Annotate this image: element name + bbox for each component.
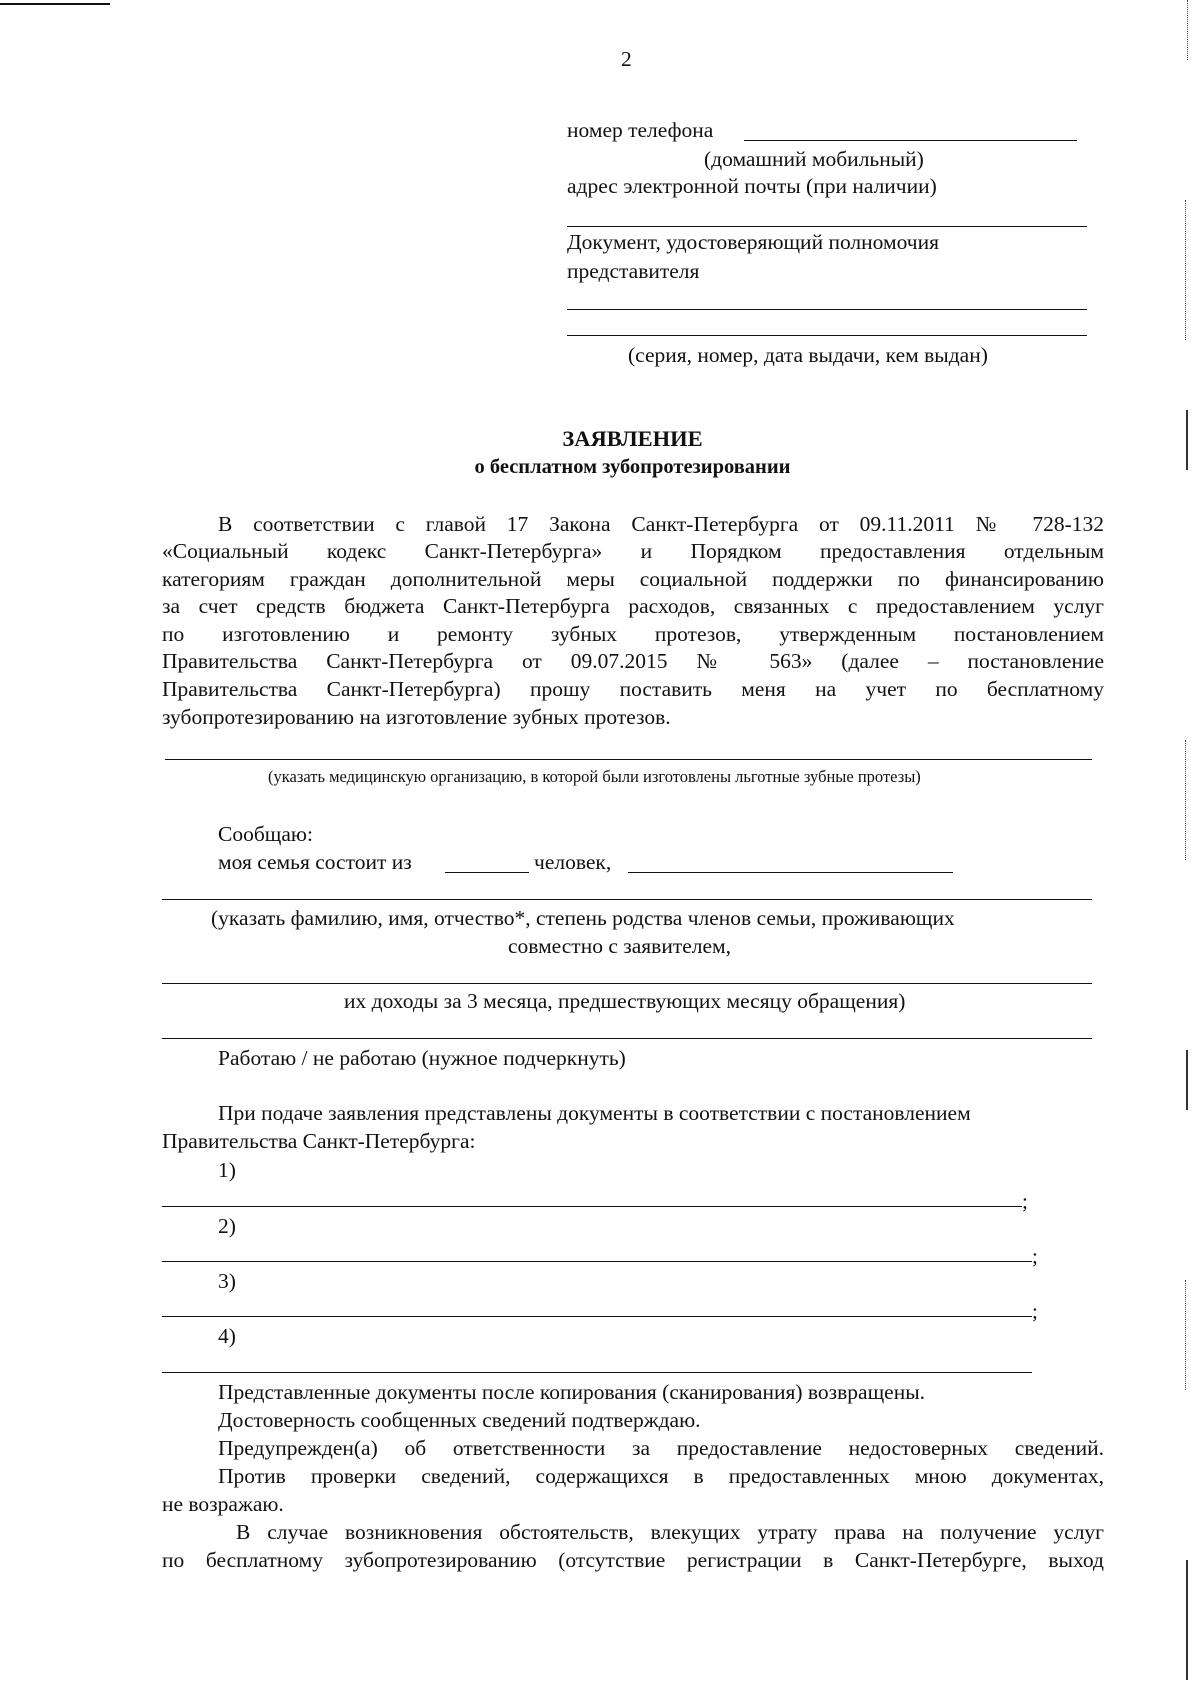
document-item-number: 3) <box>218 1269 236 1293</box>
family-income-hint: их доходы за 3 месяца, предшествующих месяцу обращения) <box>344 989 906 1013</box>
declaration-returned: Представленные документы после копирования (сканирования) возвращены. <box>218 1380 926 1404</box>
documents-intro-line2: Правительства Санкт-Петербурга: <box>162 1129 476 1153</box>
document-item-field[interactable] <box>162 1261 1032 1262</box>
documents-intro-line1: При подаче заявления представлены документы в соответствии с постановлением <box>218 1101 971 1125</box>
intro-line: категориям граждан дополнительной меры социальной поддержки по финансированию <box>162 567 1104 591</box>
phone-field[interactable] <box>744 140 1077 141</box>
document-item-semicolon: ; <box>1032 1244 1038 1268</box>
intro-line: В соответствии с главой 17 Закона Санкт-Петербурга от 09.11.2011 № 728-132 <box>218 512 1104 536</box>
family-members-field[interactable] <box>628 872 953 873</box>
page-title: ЗАЯВЛЕНИЕ <box>562 426 703 451</box>
family-persons-label: человек, <box>534 850 612 874</box>
doc-field-1[interactable] <box>567 309 1087 310</box>
doc-field-2[interactable] <box>567 335 1087 336</box>
declaration-no-objection-line1: Против проверки сведений, содержащихся в предоставленных мною документах, <box>218 1464 1104 1488</box>
intro-line: по изготовлению и ремонту зубных протезов, утвержденным постановлением <box>162 622 1104 646</box>
document-item-field[interactable] <box>162 1316 1032 1317</box>
intro-line: зубопротезированию на изготовление зубных протезов. <box>162 705 671 729</box>
email-field[interactable] <box>567 226 1087 227</box>
declaration-no-objection-line2: не возражаю. <box>162 1492 284 1516</box>
page-subtitle: о бесплатном зубопротезировании <box>474 456 791 478</box>
document-item-number: 4) <box>218 1324 236 1348</box>
employment-status: Работаю / не работаю (нужное подчеркнуть) <box>218 1046 626 1070</box>
phone-hint: (домашний мобильный) <box>704 147 924 171</box>
doc-label-line2: представителя <box>567 259 700 283</box>
scan-edge-mark <box>1186 1560 1188 1680</box>
family-hint-line1: (указать фамилию, имя, отчество*, степень родства членов семьи, проживающих <box>211 906 955 930</box>
declaration-confirm: Достоверность сообщенных сведений подтверждаю. <box>218 1408 701 1432</box>
page-number: 2 <box>621 47 632 71</box>
doc-hint: (серия, номер, дата выдачи, кем выдан) <box>628 343 988 367</box>
intro-line: «Социальный кодекс Санкт-Петербурга» и Порядком предоставления отдельным <box>162 539 1104 563</box>
family-income-field[interactable] <box>162 983 1092 984</box>
declaration-circumstances-line1: В случае возникновения обстоятельств, влекущих утрату права на получение услуг <box>236 1520 1104 1544</box>
scan-edge-mark <box>1185 200 1186 340</box>
document-item-number: 2) <box>218 1214 236 1238</box>
doc-label-line1: Документ, удостоверяющий полномочия <box>567 230 939 254</box>
declaration-circumstances-line2: по бесплатному зубопротезированию (отсутствие регистрации в Санкт-Петербурге, выход <box>162 1548 1104 1572</box>
phone-label: номер телефона <box>567 118 714 142</box>
intro-line: за счет средств бюджета Санкт-Петербурга расходов, связанных с предоставлением услуг <box>162 594 1104 618</box>
document-item-number: 1) <box>218 1158 236 1182</box>
medorg-hint: (указать медицинскую организацию, в которой были изготовлены льготные зубные протезы) <box>268 767 921 786</box>
document-item-semicolon: ; <box>1032 1299 1038 1323</box>
scan-edge-mark <box>1187 0 1188 60</box>
scan-edge-mark <box>1186 1050 1188 1110</box>
family-members-field-2[interactable] <box>162 899 1092 900</box>
intro-line: Правительства Санкт-Петербурга) прошу поставить меня на учет по бесплатному <box>162 677 1104 701</box>
family-hint-line2: совместно с заявителем, <box>508 934 732 958</box>
family-consists-label: моя семья состоит из <box>218 850 412 874</box>
family-count-field[interactable] <box>445 872 529 873</box>
medorg-field[interactable] <box>165 759 1092 760</box>
family-income-field-2[interactable] <box>162 1038 1092 1039</box>
family-report-label: Сообщаю: <box>218 822 313 846</box>
scan-edge-mark <box>1185 740 1186 860</box>
document-item-field[interactable] <box>162 1206 1022 1207</box>
intro-line: Правительства Санкт-Петербурга от 09.07.2015 № 563» (далее – постановление <box>162 649 1104 673</box>
document-item-semicolon: ; <box>1022 1189 1028 1213</box>
email-label: адрес электронной почты (при наличии) <box>567 174 937 198</box>
document-item-field[interactable] <box>162 1372 1032 1373</box>
scan-edge-mark <box>1185 1280 1186 1390</box>
scan-top-mark <box>0 3 110 5</box>
declaration-warned: Предупрежден(а) об ответственности за предоставление недостоверных сведений. <box>218 1436 1104 1460</box>
